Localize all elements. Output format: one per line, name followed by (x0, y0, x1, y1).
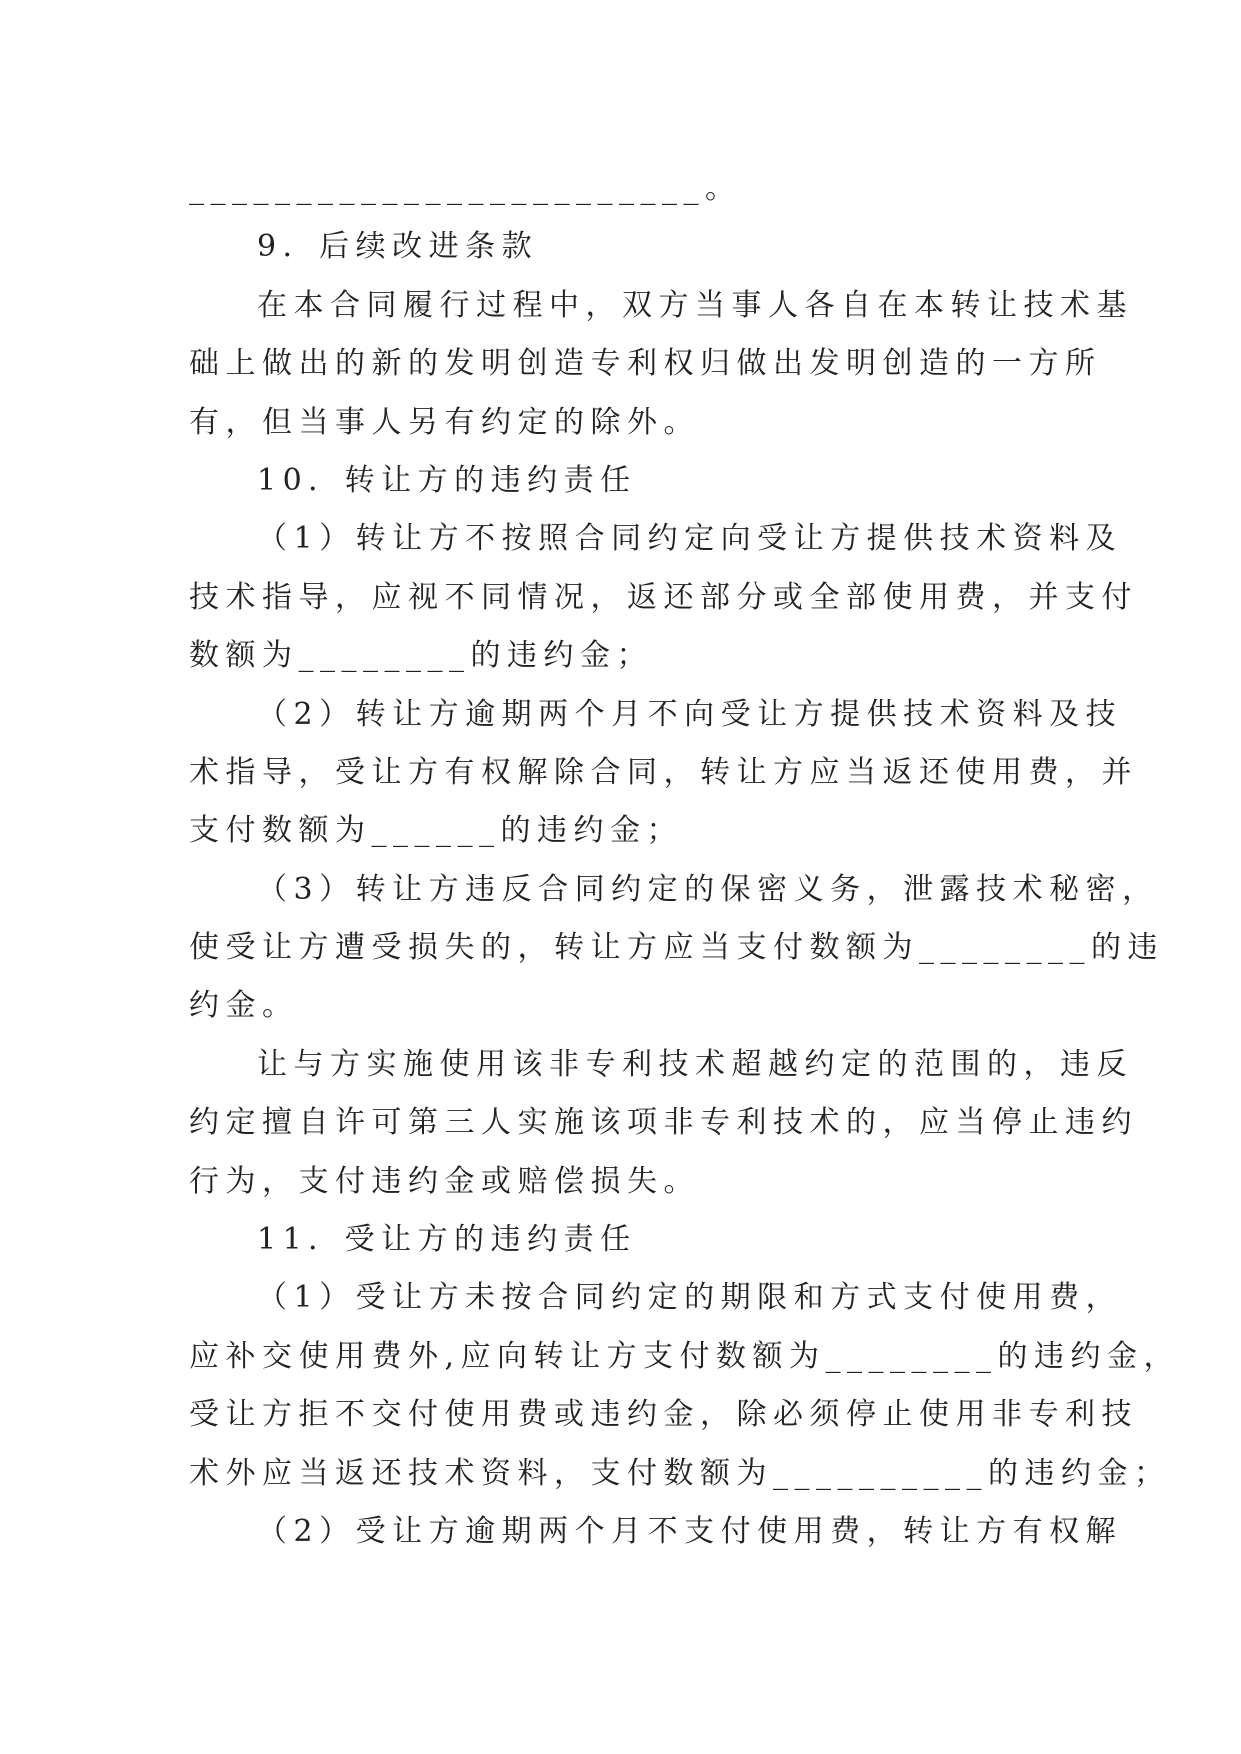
text-line: 术外应当返还技术资料，支付数额为__________的违约金； (189, 1455, 1171, 1491)
text-line: （1）转让方不按照合同约定向受让方提供技术资料及 (257, 521, 1123, 557)
text-line: 使受让方遭受损失的，转让方应当支付数额为________的违 (189, 930, 1164, 966)
text-line: 约定擅自许可第三人实施该项非专利技术的，应当停止违约 (189, 1105, 1138, 1141)
text-line: （2）受让方逾期两个月不支付使用费，转让方有权解 (257, 1513, 1123, 1549)
section-heading: 9．后续改进条款 (257, 229, 539, 265)
text-line: 技术指导，应视不同情况，返还部分或全部使用费，并支付 (189, 579, 1138, 615)
text-line: （3）转让方违反合同约定的保密义务，泄露技术秘密， (257, 871, 1159, 907)
text-line: 有，但当事人另有约定的除外。 (189, 404, 700, 440)
text-line: 在本合同履行过程中，双方当事人各自在本转让技术基 (257, 287, 1133, 323)
document-body (189, 160, 1181, 1561)
text-line: 行为，支付违约金或赔偿损失。 (189, 1163, 700, 1199)
text-line: 约金。 (189, 988, 299, 1024)
text-line: 受让方拒不交付使用费或违约金，除必须停止使用非专利技 (189, 1397, 1138, 1433)
text-line: （1）受让方未按合同约定的期限和方式支付使用费， (257, 1280, 1123, 1316)
section-heading: 11．受让方的违约责任 (257, 1222, 637, 1258)
text-line: ________________________。 (189, 171, 742, 206)
text-line: （2）转让方逾期两个月不向受让方提供技术资料及技 (257, 696, 1123, 732)
text-line: 让与方实施使用该非专利技术超越约定的范围的，违反 (257, 1046, 1133, 1082)
text-line: 础上做出的新的发明创造专利权归做出发明创造的一方所 (189, 346, 1102, 382)
text-line: 术指导，受让方有权解除合同，转让方应当返还使用费，并 (189, 754, 1138, 790)
text-line: 数额为________的违约金； (189, 638, 653, 674)
text-line: 应补交使用费外,应向转让方支付数额为________的违约金， (189, 1338, 1181, 1374)
text-line: 支付数额为______的违约金； (189, 813, 683, 849)
section-heading: 10．转让方的违约责任 (257, 462, 637, 498)
